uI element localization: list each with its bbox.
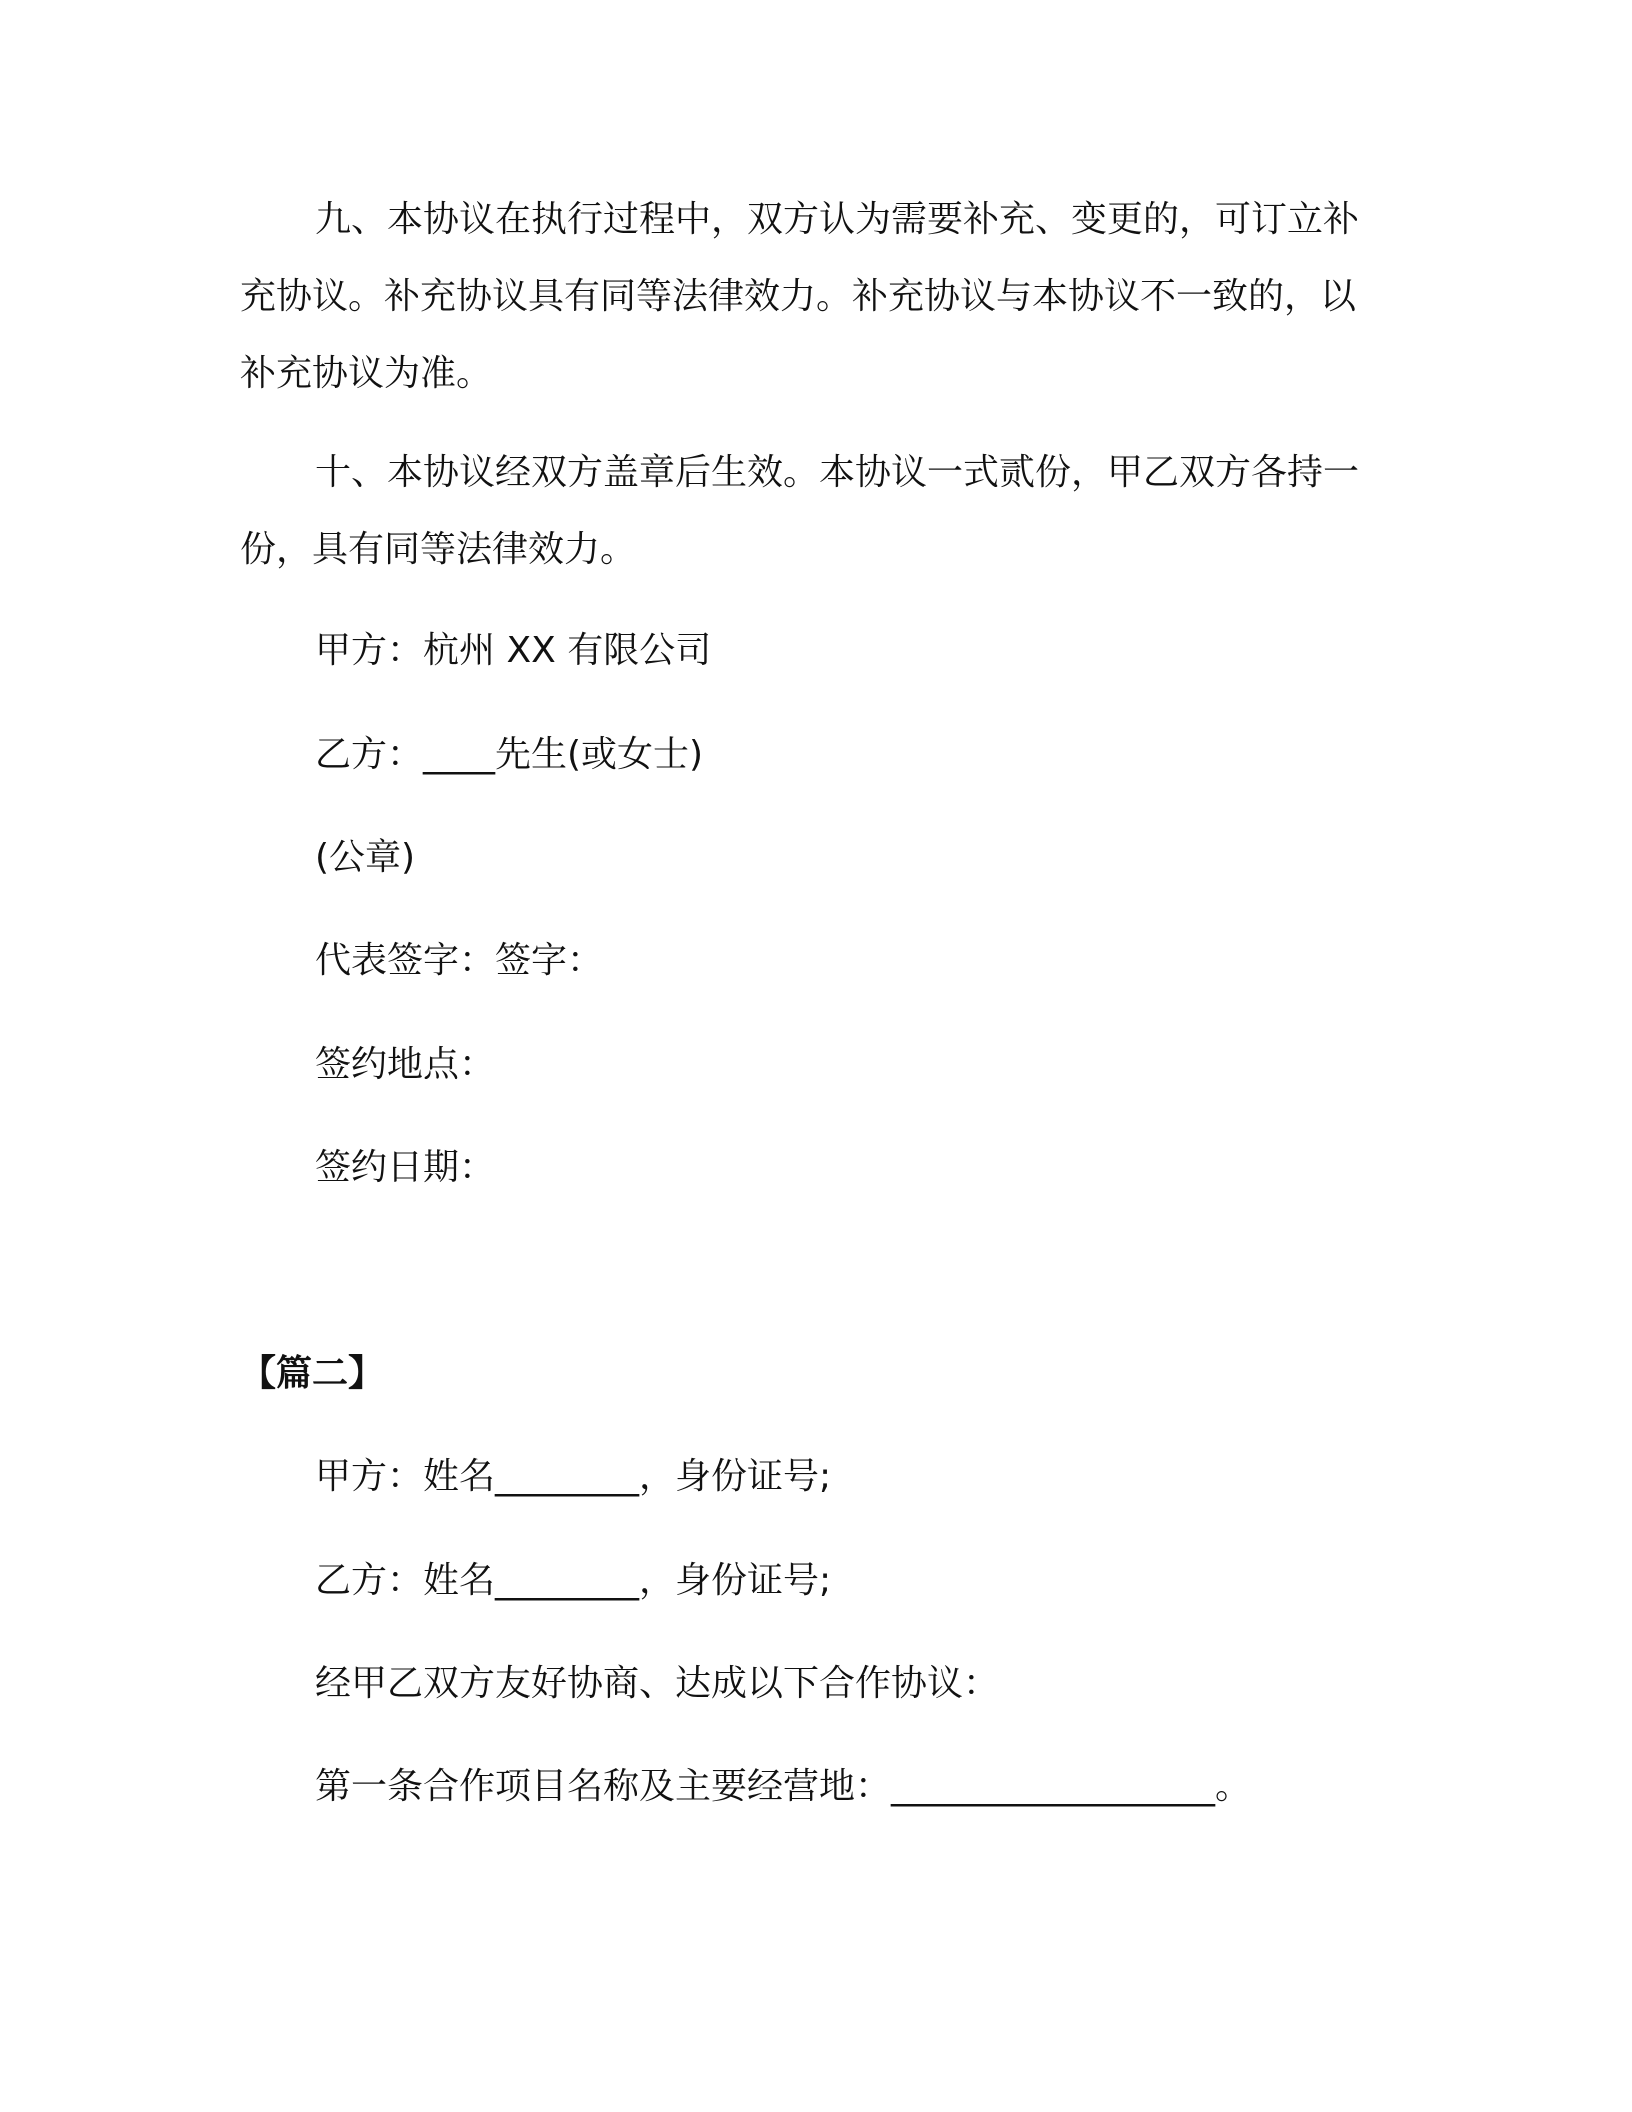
representative-signature-line: 代表签字：签字： <box>315 940 604 981</box>
party-a-line: 甲方：杭州 XX 有限公司 <box>315 630 712 671</box>
section-two-party-a-line: 甲方：姓名________，身份证号; <box>315 1456 832 1497</box>
party-b-line: 乙方：____先生(或女士) <box>315 734 704 775</box>
clause-9-paragraph: 九、本协议在执行过程中，双方认为需要补充、变更的，可订立补充协议。补充协议具有同等法律效力。补充协议与本协议不一致的，以补充协议为准。 <box>240 199 1360 394</box>
section-two-heading: 【篇二】 <box>240 1353 385 1394</box>
signing-date-line: 签约日期： <box>315 1147 496 1188</box>
article-1-line: 第一条合作项目名称及主要经营地：__________________。 <box>315 1766 1252 1807</box>
seal-line: (公章) <box>315 837 416 878</box>
document-page <box>240 0 1380 2112</box>
section-two-intro-line: 经甲乙双方友好协商、达成以下合作协议： <box>315 1663 1000 1704</box>
signing-place-line: 签约地点： <box>315 1044 496 1085</box>
section-two-party-b-line: 乙方：姓名________，身份证号; <box>315 1560 832 1601</box>
clause-10-paragraph: 十、本协议经双方盖章后生效。本协议一式贰份，甲乙双方各持一份，具有同等法律效力。 <box>240 452 1360 570</box>
